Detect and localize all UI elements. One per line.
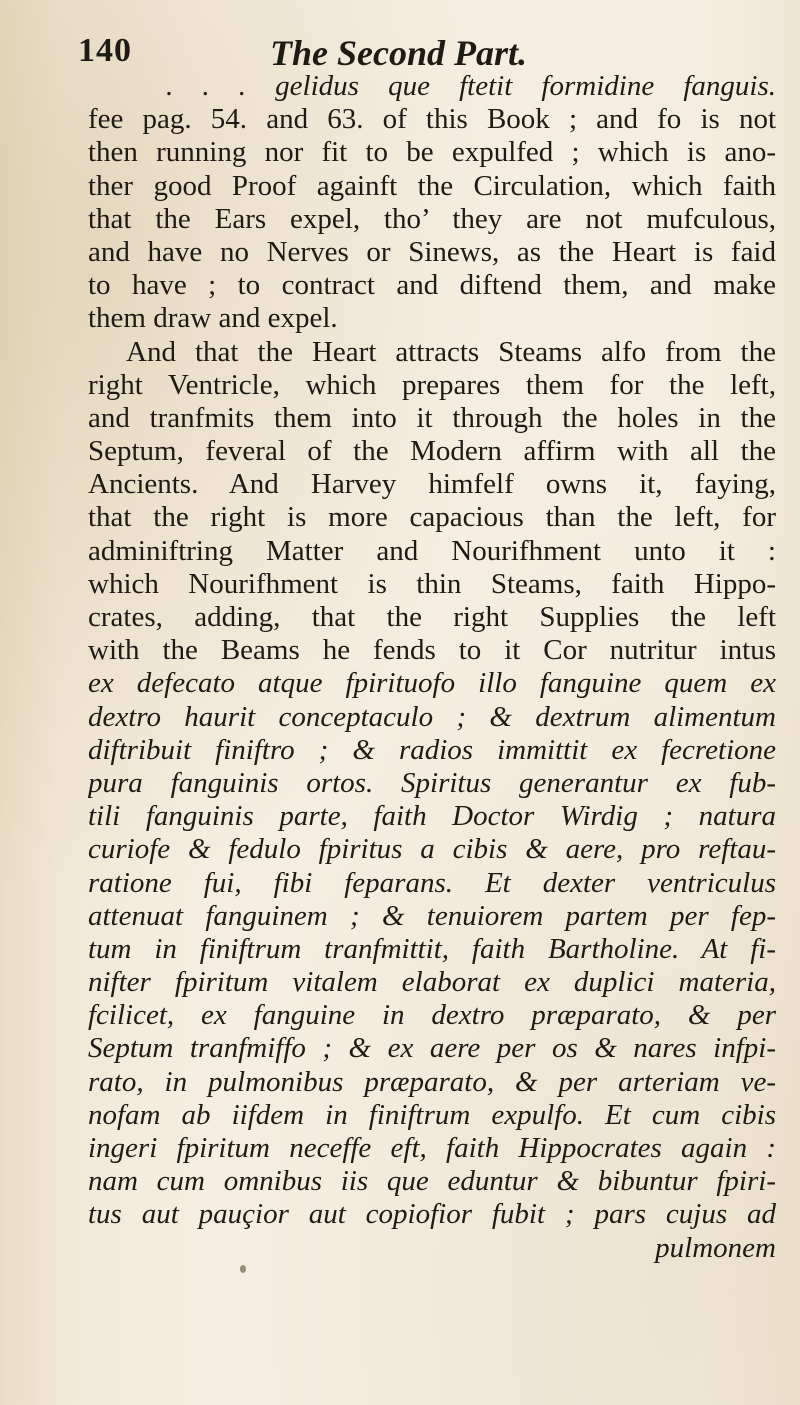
text-line: with the Beams he fends to it Cor nutritur intus (88, 634, 776, 667)
text-line: tum in finiftrum tranfmittit, faith Bartholine. At fi- (88, 932, 776, 965)
text-line: that the right is more capacious than the left, for (88, 501, 776, 534)
text-line: pulmonem (655, 1231, 776, 1264)
text-line: ex defecato atque fpirituofo illo fanguine quem ex (88, 667, 776, 700)
text-line: right Ventricle, which prepares them for the left, (88, 368, 776, 401)
text-line: And that the Heart attracts Steams alfo from the (126, 335, 776, 368)
text-line: Ancients. And Harvey himfelf owns it, faying, (88, 468, 776, 501)
text-line: fcilicet, ex fanguine in dextro præparato, & per (88, 999, 776, 1032)
text-line: ratione fui, fibi feparans. Et dexter ventriculus (88, 866, 776, 899)
text-line: tili fanguinis parte, faith Doctor Wirdig ; natura (88, 800, 776, 833)
text-line: fee pag. 54. and 63. of this Book ; and fo is not (88, 103, 776, 136)
text-line: diftribuit finiftro ; & radios immittit ex fecretione (88, 733, 776, 766)
page-header (78, 32, 778, 72)
text-line: . . . gelidus que ftetit formidine fanguis. (166, 70, 776, 102)
ink-speck (240, 1265, 246, 1273)
text-line: curiofe & fedulo fpiritus a cibis & aere, pro reftau- (88, 833, 776, 866)
text-line: nifter fpiritum vitalem elaborat ex duplici materia, (88, 966, 776, 999)
text-line: to have ; to contract and diftend them, and make (88, 269, 776, 302)
text-line: Septum tranfmiffo ; & ex aere per os & nares infpi- (88, 1032, 776, 1065)
text-line: attenuat fanguinem ; & tenuiorem partem per fep- (88, 899, 776, 932)
text-line: and have no Nerves or Sinews, as the Heart is faid (88, 235, 776, 268)
text-line: ingeri fpiritum neceffe eft, faith Hippocrates again : (88, 1132, 776, 1164)
text-line: ther good Proof againft the Circulation, which faith (88, 169, 776, 202)
text-line: adminiftring Matter and Nourifhment unto it : (88, 534, 776, 567)
text-line: which Nourifhment is thin Steams, faith Hippo- (88, 567, 776, 600)
page-number: 140 (78, 32, 132, 69)
text-line: pura fanguinis ortos. Spiritus generantur ex fub- (88, 766, 776, 799)
body-text (88, 70, 776, 1265)
text-line: tus aut pauçior aut copiofior fubit ; pars cujus ad (88, 1198, 776, 1231)
text-line: rato, in pulmonibus præparato, & per arteriam ve- (88, 1065, 776, 1098)
text-line: them draw and expel. (88, 302, 338, 335)
text-line: that the Ears expel, tho’ they are not mufculous, (88, 202, 776, 235)
running-head: The Second Part. (270, 33, 527, 73)
text-line: crates, adding, that the right Supplies the left (88, 601, 776, 633)
text-line: and tranfmits them into it through the holes in the (88, 401, 776, 434)
text-line: nofam ab iifdem in finiftrum expulfo. Et cum cibis (88, 1098, 776, 1131)
text-line: nam cum omnibus iis que eduntur & bibuntur fpiri- (88, 1165, 776, 1198)
text-line: Septum, feveral of the Modern affirm with all the (88, 435, 776, 468)
text-line: dextro haurit conceptaculo ; & dextrum alimentum (88, 700, 776, 733)
text-line: then running nor fit to be expulfed ; which is ano- (88, 136, 776, 169)
